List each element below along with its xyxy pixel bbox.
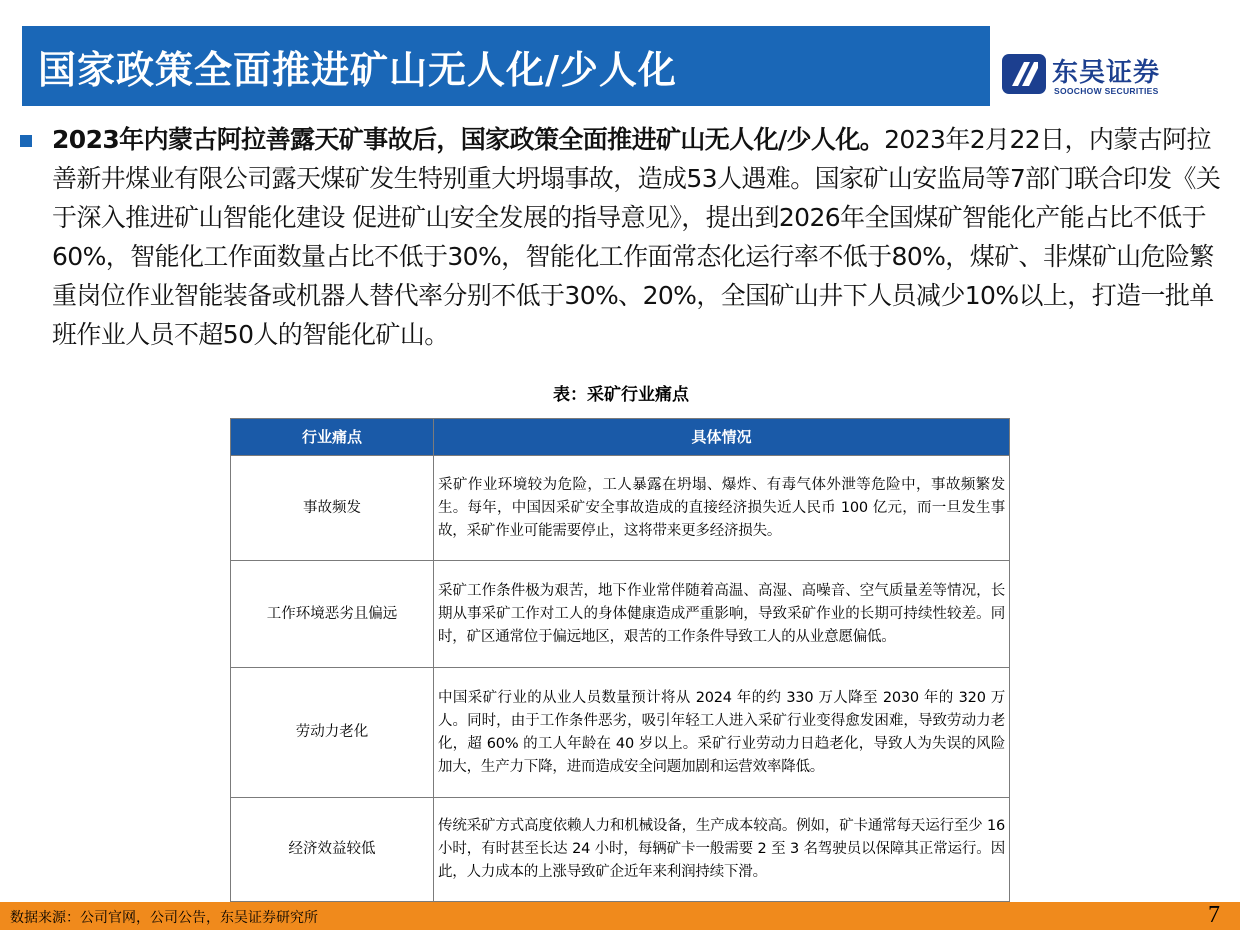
detail-cell: 采矿工作条件极为艰苦，地下作业常伴随着高温、高湿、高噪音、空气质量差等情况，长期从事采矿工作对工人的身体健康造成严重影响，导致采矿作业的长期可持续性较差。同时，矿区通常位于偏远地区，艰苦的工作条件导致工人的从业意愿偏低。 [434,561,1010,668]
header-pain: 行业痛点 [231,419,434,456]
table-row [231,798,1010,902]
table-header-row [231,419,1010,456]
logo-chinese-name: 东吴证券 [1052,58,1161,88]
body-text: 2023年2月22日，内蒙古阿拉善新井煤业有限公司露天煤矿发生特别重大坍塌事故，造成53人遇难。国家矿山安监局等7部门联合印发《关于深入推进矿山智能化建设 促进矿山安全发展的指导意见》，提出到2026年全国煤矿智能化产能占比不低于60%，智能化工作面数量占比不低于30%，智能化工作面常态化运行率不低于80%，煤矿、非煤矿山危险繁重岗位作业智能装备或机器人替代率分别不低于30%、20%，全国矿山井下人员减少10%以上，打造一批单班作业人员不超50人的智能化矿山。 [52,125,1221,349]
soochow-logo-icon [1000,52,1048,96]
pain-cell: 经济效益较低 [231,798,434,902]
bullet-square-icon [20,135,32,147]
body-paragraph [52,120,1224,354]
header-detail: 具体情况 [434,419,1010,456]
table-row [231,456,1010,561]
pain-cell: 劳动力老化 [231,668,434,798]
pain-cell: 工作环境恶劣且偏远 [231,561,434,668]
logo-english-name: SOOCHOW SECURITIES [1054,86,1159,96]
company-logo [1000,50,1220,102]
footer-bar [0,902,1240,930]
table-row [231,668,1010,798]
body-bold-lead: 2023年内蒙古阿拉善露天矿事故后，国家政策全面推进矿山无人化/少人化。 [52,125,885,154]
table-caption: 表：采矿行业痛点 [553,385,689,405]
pain-points-table [230,418,1010,902]
title-bar [22,26,990,106]
page-number: 7 [1208,902,1220,928]
table-row [231,561,1010,668]
pain-cell: 事故频发 [231,456,434,561]
page-title: 国家政策全面推进矿山无人化/少人化 [38,47,677,92]
detail-cell: 采矿作业环境较为危险，工人暴露在坍塌、爆炸、有毒气体外泄等危险中，事故频繁发生。每年，中国因采矿安全事故造成的直接经济损失近人民币 100 亿元，而一旦发生事故，采矿作业可能需要停止，这将带来更多经济损失。 [434,456,1010,561]
detail-cell: 传统采矿方式高度依赖人力和机械设备，生产成本较高。例如，矿卡通常每天运行至少 16 小时，有时甚至长达 24 小时，每辆矿卡一般需要 2 至 3 名驾驶员以保障其正常运行。因此，人力成本的上涨导致矿企近年来利润持续下滑。 [434,798,1010,902]
detail-cell: 中国采矿行业的从业人员数量预计将从 2024 年的约 330 万人降至 2030 年的 320 万人。同时，由于工作条件恶劣，吸引年轻工人进入采矿行业变得愈发困难，导致劳动力老化，超 60% 的工人年龄在 40 岁以上。采矿行业劳动力日趋老化，导致人为失误的风险加大，生产力下降，进而造成安全问题加剧和运营效率降低。 [434,668,1010,798]
footer-source: 数据来源：公司官网，公司公告，东吴证券研究所 [10,910,318,926]
